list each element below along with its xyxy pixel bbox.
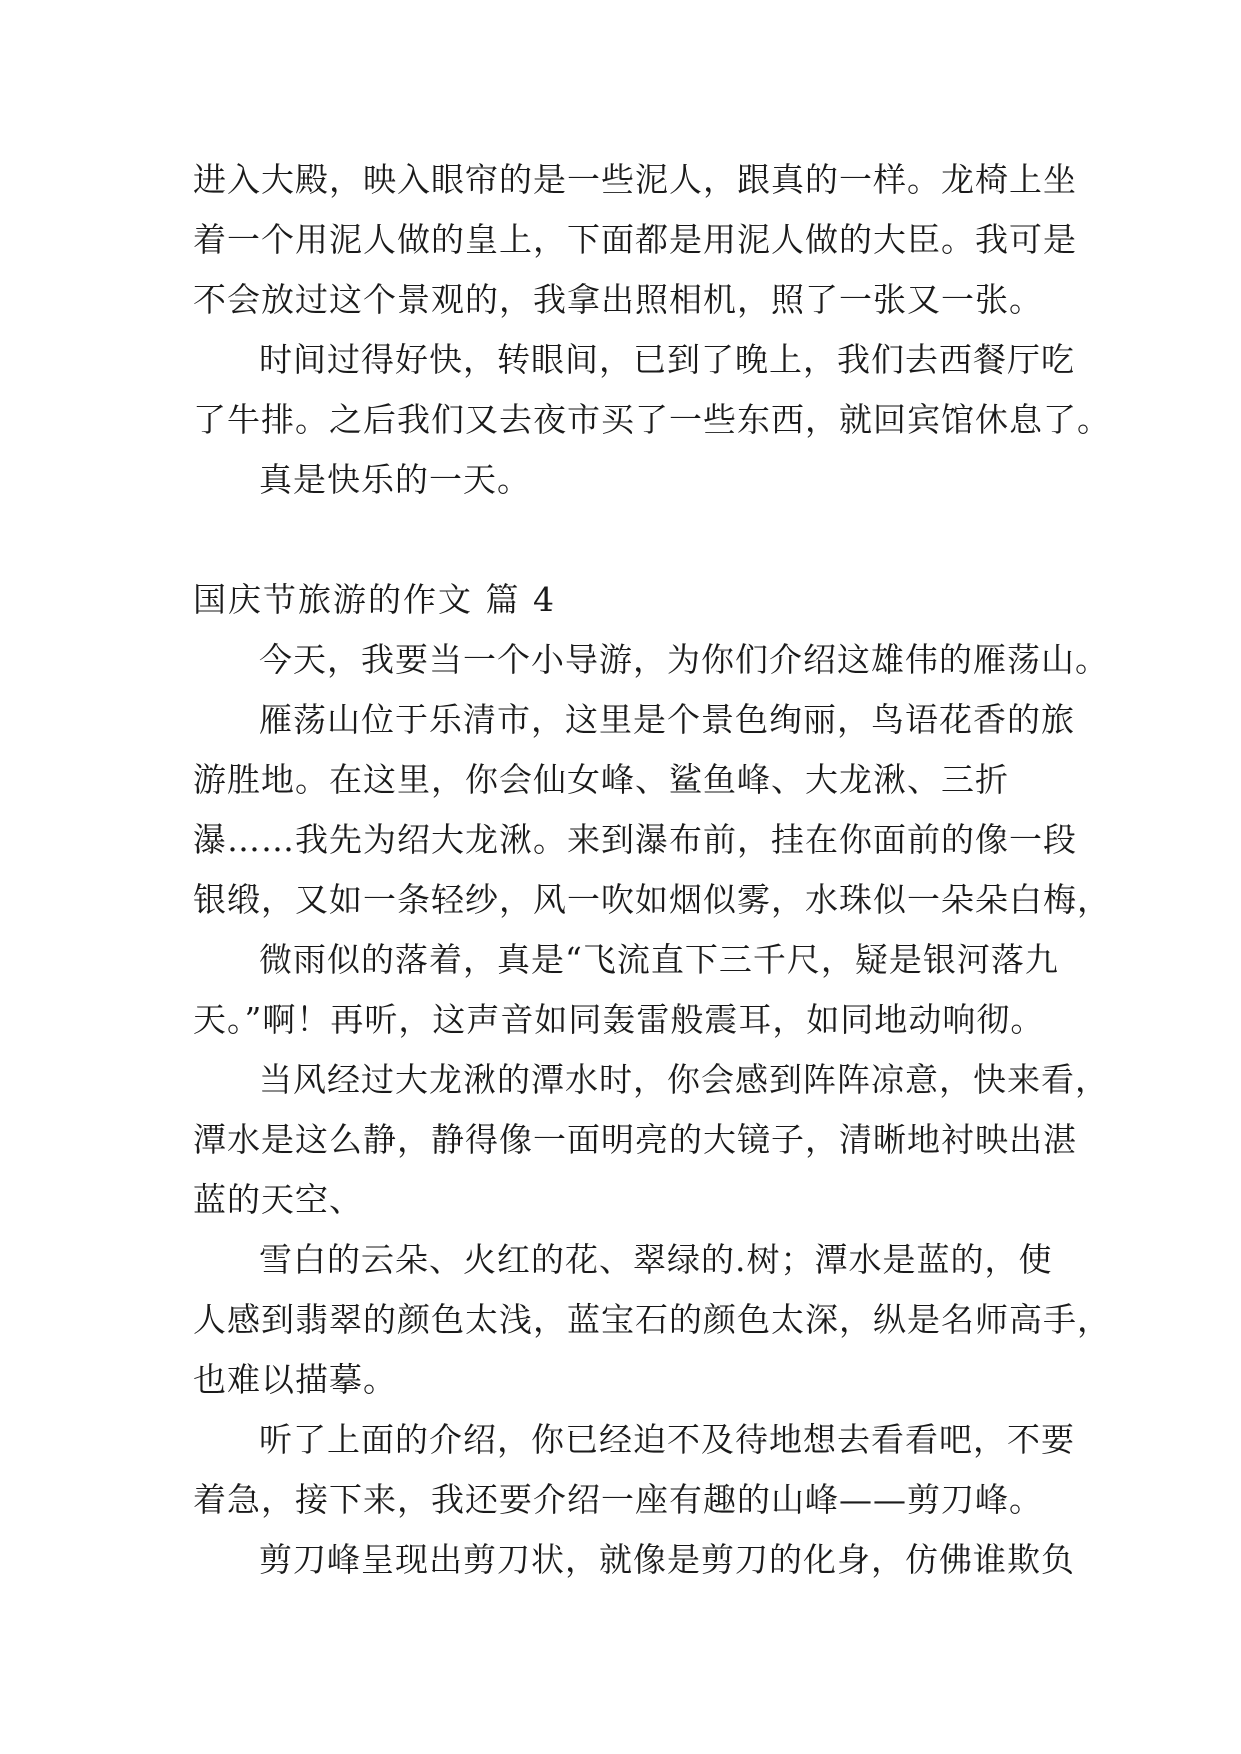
text-line: 蓝的天空、 [193, 1180, 363, 1219]
text-line: 进入大殿，映入眼帘的是一些泥人，跟真的一样。龙椅上坐 [193, 160, 1077, 199]
paragraph-start: 今天，我要当一个小导游，为你们介绍这雄伟的雁荡山。 [259, 640, 1109, 679]
text-line: 着急，接下来，我还要介绍一座有趣的山峰——剪刀峰。 [193, 1480, 1043, 1519]
text-line: 也难以描摹。 [193, 1360, 397, 1399]
section-heading: 国庆节旅游的作文 篇 4 [193, 580, 556, 619]
paragraph-start: 雪白的云朵、火红的花、翠绿的.树；潭水是蓝的，使 [259, 1240, 1053, 1279]
paragraph-start: 微雨似的落着，真是“飞流直下三千尺，疑是银河落九 [259, 940, 1059, 979]
text-line: 了牛排。之后我们又去夜市买了一些东西，就回宾馆休息了。 [193, 400, 1111, 439]
text-line: 游胜地。在这里，你会仙女峰、鲨鱼峰、大龙湫、三折 [193, 760, 1009, 799]
text-line: 瀑……我先为绍大龙湫。来到瀑布前，挂在你面前的像一段 [193, 820, 1077, 859]
blank-line [193, 510, 1055, 570]
text-line: 人感到翡翠的颜色太浅，蓝宝石的颜色太深，纵是名师高手， [193, 1300, 1111, 1339]
text-line: 天。”啊！再听，这声音如同轰雷般震耳，如同地动响彻。 [193, 1000, 1045, 1039]
text-line: 不会放过这个景观的，我拿出照相机，照了一张又一张。 [193, 280, 1043, 319]
paragraph-start: 时间过得好快，转眼间，已到了晚上，我们去西餐厅吃 [259, 340, 1075, 379]
paragraph-start: 剪刀峰呈现出剪刀状，就像是剪刀的化身，仿佛谁欺负 [259, 1540, 1075, 1579]
paragraph-start: 听了上面的介绍，你已经迫不及待地想去看看吧，不要 [259, 1420, 1075, 1459]
text-line: 银缎，又如一条轻纱，风一吹如烟似雾，水珠似一朵朵白梅， [193, 880, 1111, 919]
text-line: 潭水是这么静，静得像一面明亮的大镜子，清晰地衬映出湛 [193, 1120, 1077, 1159]
paragraph-start: 真是快乐的一天。 [259, 460, 531, 499]
text-line: 着一个用泥人做的皇上，下面都是用泥人做的大臣。我可是 [193, 220, 1077, 259]
paragraph-start: 当风经过大龙湫的潭水时，你会感到阵阵凉意，快来看， [259, 1060, 1109, 1099]
document-page [193, 150, 1111, 1590]
paragraph-start: 雁荡山位于乐清市，这里是个景色绚丽，鸟语花香的旅 [259, 700, 1075, 739]
